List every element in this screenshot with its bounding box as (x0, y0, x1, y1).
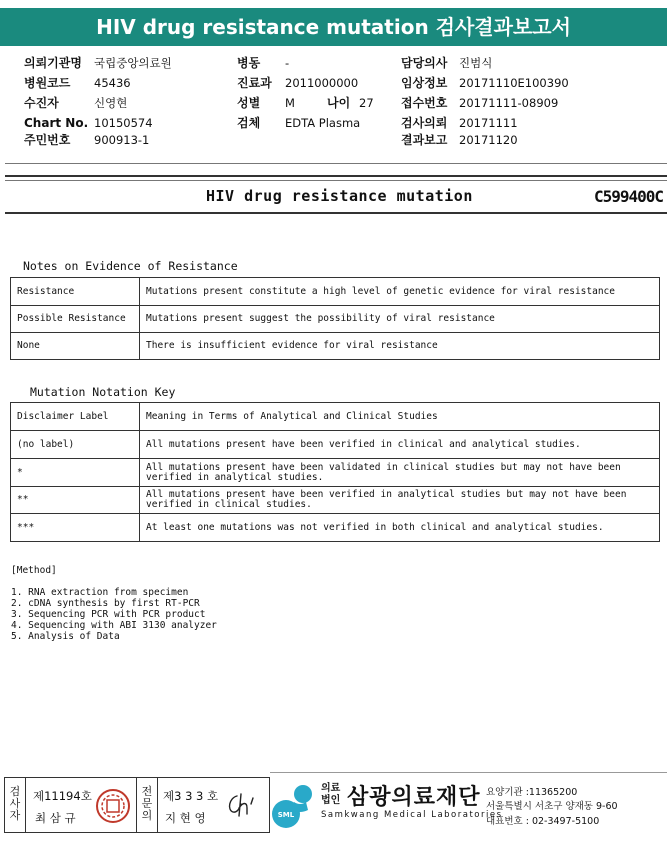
info-label: 검사의뢰 (401, 116, 448, 130)
info-sex (237, 96, 295, 110)
table-cell-text: There is insufficient evidence for viral resistance (140, 333, 660, 360)
table-cell-label: Disclaimer Label (11, 403, 140, 431)
table-cell-text: All mutations present have been validated in clinical studies but may not have been verified in analytical studies. (140, 459, 660, 487)
table-cell-label: ** (11, 487, 140, 514)
info-value: 20171111-08909 (459, 96, 559, 110)
examiner-label: 검사자 (9, 785, 21, 822)
logo-text: SML (277, 811, 295, 819)
examiner-number: 제11194호 (33, 789, 92, 803)
info-receipt-no (401, 96, 558, 110)
info-label: 병동 (237, 56, 261, 70)
table-cell-label: (no label) (11, 431, 140, 459)
info-label: Chart No. (24, 116, 89, 130)
page-title: HIV drug resistance mutation 검사결과보고서 (96, 15, 571, 39)
method-step: 4. Sequencing with ABI 3130 analyzer (11, 620, 217, 631)
info-patient (24, 96, 127, 110)
table-row (11, 514, 660, 542)
sml-logo-icon (270, 780, 320, 832)
footer-divider (270, 772, 667, 773)
info-value: 45436 (94, 76, 131, 90)
table-row (11, 306, 660, 333)
method-step: 2. cDNA synthesis by first RT-PCR (11, 598, 200, 609)
table-cell-text: Mutations present constitute a high level of genetic evidence for viral resistance (140, 278, 660, 306)
info-value: 신영현 (94, 96, 128, 110)
table-cell-text: At least one mutations was not verified in both clinical and analytical studies. (140, 514, 660, 542)
info-label: 주민번호 (24, 133, 71, 147)
info-label: 진료과 (237, 76, 272, 90)
info-label: 검체 (237, 116, 261, 130)
info-age (327, 96, 374, 110)
org-phone: 대표번호 : 02-3497-5100 (486, 816, 600, 827)
org-type-2: 법인 (321, 795, 341, 806)
table-row (11, 333, 660, 360)
info-value: 20171110E100390 (459, 76, 569, 90)
report-title: HIV drug resistance mutation (206, 187, 473, 205)
info-label: 병원코드 (24, 76, 71, 90)
info-value: 20171111 (459, 116, 518, 130)
table-cell-label: Possible Resistance (11, 306, 140, 333)
info-chart-no (24, 116, 153, 130)
info-value: 10150574 (94, 116, 153, 130)
divider (5, 163, 667, 164)
examiner-name: 최 삼 규 (35, 811, 76, 825)
info-doctor (401, 56, 492, 70)
info-value: 27 (359, 96, 374, 110)
org-english-name: Samkwang Medical Laboratories (321, 810, 503, 820)
specialist-name: 지 현 영 (165, 811, 206, 825)
info-department (237, 76, 358, 90)
info-label: 임상정보 (401, 76, 448, 90)
notes-table (10, 277, 660, 360)
signature-icon (223, 790, 263, 820)
notation-section-title: Mutation Notation Key (30, 385, 176, 399)
report-code: C599400C (594, 187, 664, 206)
table-cell-label: * (11, 459, 140, 487)
table-row (11, 278, 660, 306)
info-value: 20171120 (459, 133, 518, 147)
info-label: 담당의사 (401, 56, 448, 70)
notes-section-title: Notes on Evidence of Resistance (23, 259, 238, 273)
info-resident-no (24, 133, 149, 147)
table-row (11, 403, 660, 431)
info-institution (24, 56, 172, 70)
method-section (11, 565, 217, 642)
table-cell-text: Mutations present suggest the possibility of viral resistance (140, 306, 660, 333)
info-label: 나이 (327, 96, 351, 110)
table-cell-text: All mutations present have been verified in clinical and analytical studies. (140, 431, 660, 459)
seal-stamp-icon (95, 788, 131, 824)
divider (5, 212, 667, 214)
table-cell-text: All mutations present have been verified in analytical studies but may not have been verified in clinical studies. (140, 487, 660, 514)
table-cell-text: Meaning in Terms of Analytical and Clinical Studies (140, 403, 660, 431)
specialist-number: 제3 3 3 호 (163, 789, 219, 803)
info-clinical-info (401, 76, 569, 90)
info-value: 국립중앙의료원 (94, 56, 172, 70)
info-value: 2011000000 (285, 76, 359, 90)
method-step: 3. Sequencing PCR with PCR product (11, 609, 206, 620)
info-value: EDTA Plasma (285, 116, 361, 130)
divider (5, 175, 667, 177)
method-step: 5. Analysis of Data (11, 631, 120, 642)
info-value: - (285, 56, 290, 70)
info-value: M (285, 96, 295, 110)
method-title: [Method] (11, 565, 57, 576)
table-cell-label: *** (11, 514, 140, 542)
info-hospital-code (24, 76, 131, 90)
info-label: 수진자 (24, 96, 59, 110)
divider (5, 180, 667, 181)
info-request-date (401, 116, 518, 130)
specialist-label: 전문의 (141, 785, 153, 822)
org-type-1: 의료 (321, 783, 341, 794)
header-bar (0, 8, 667, 46)
org-name: 삼광의료재단 (347, 785, 481, 810)
divider (25, 778, 26, 832)
divider (157, 778, 158, 832)
table-cell-label: Resistance (11, 278, 140, 306)
info-value: 900913-1 (94, 133, 150, 147)
signature-box (4, 777, 270, 833)
info-label: 의뢰기관명 (24, 56, 82, 70)
notation-table (10, 402, 660, 542)
info-ward (237, 56, 289, 70)
org-address: 서울특별시 서초구 양재동 9-60 (486, 801, 618, 812)
info-specimen (237, 116, 360, 130)
info-label: 접수번호 (401, 96, 448, 110)
table-row (11, 487, 660, 514)
info-report-date (401, 133, 518, 147)
info-label: 결과보고 (401, 133, 448, 147)
info-value: 진범식 (459, 56, 493, 70)
table-cell-label: None (11, 333, 140, 360)
table-row (11, 459, 660, 487)
org-code: 요양기관 :11365200 (486, 787, 578, 798)
method-step: 1. RNA extraction from specimen (11, 587, 189, 598)
table-row (11, 431, 660, 459)
info-label: 성별 (237, 96, 261, 110)
